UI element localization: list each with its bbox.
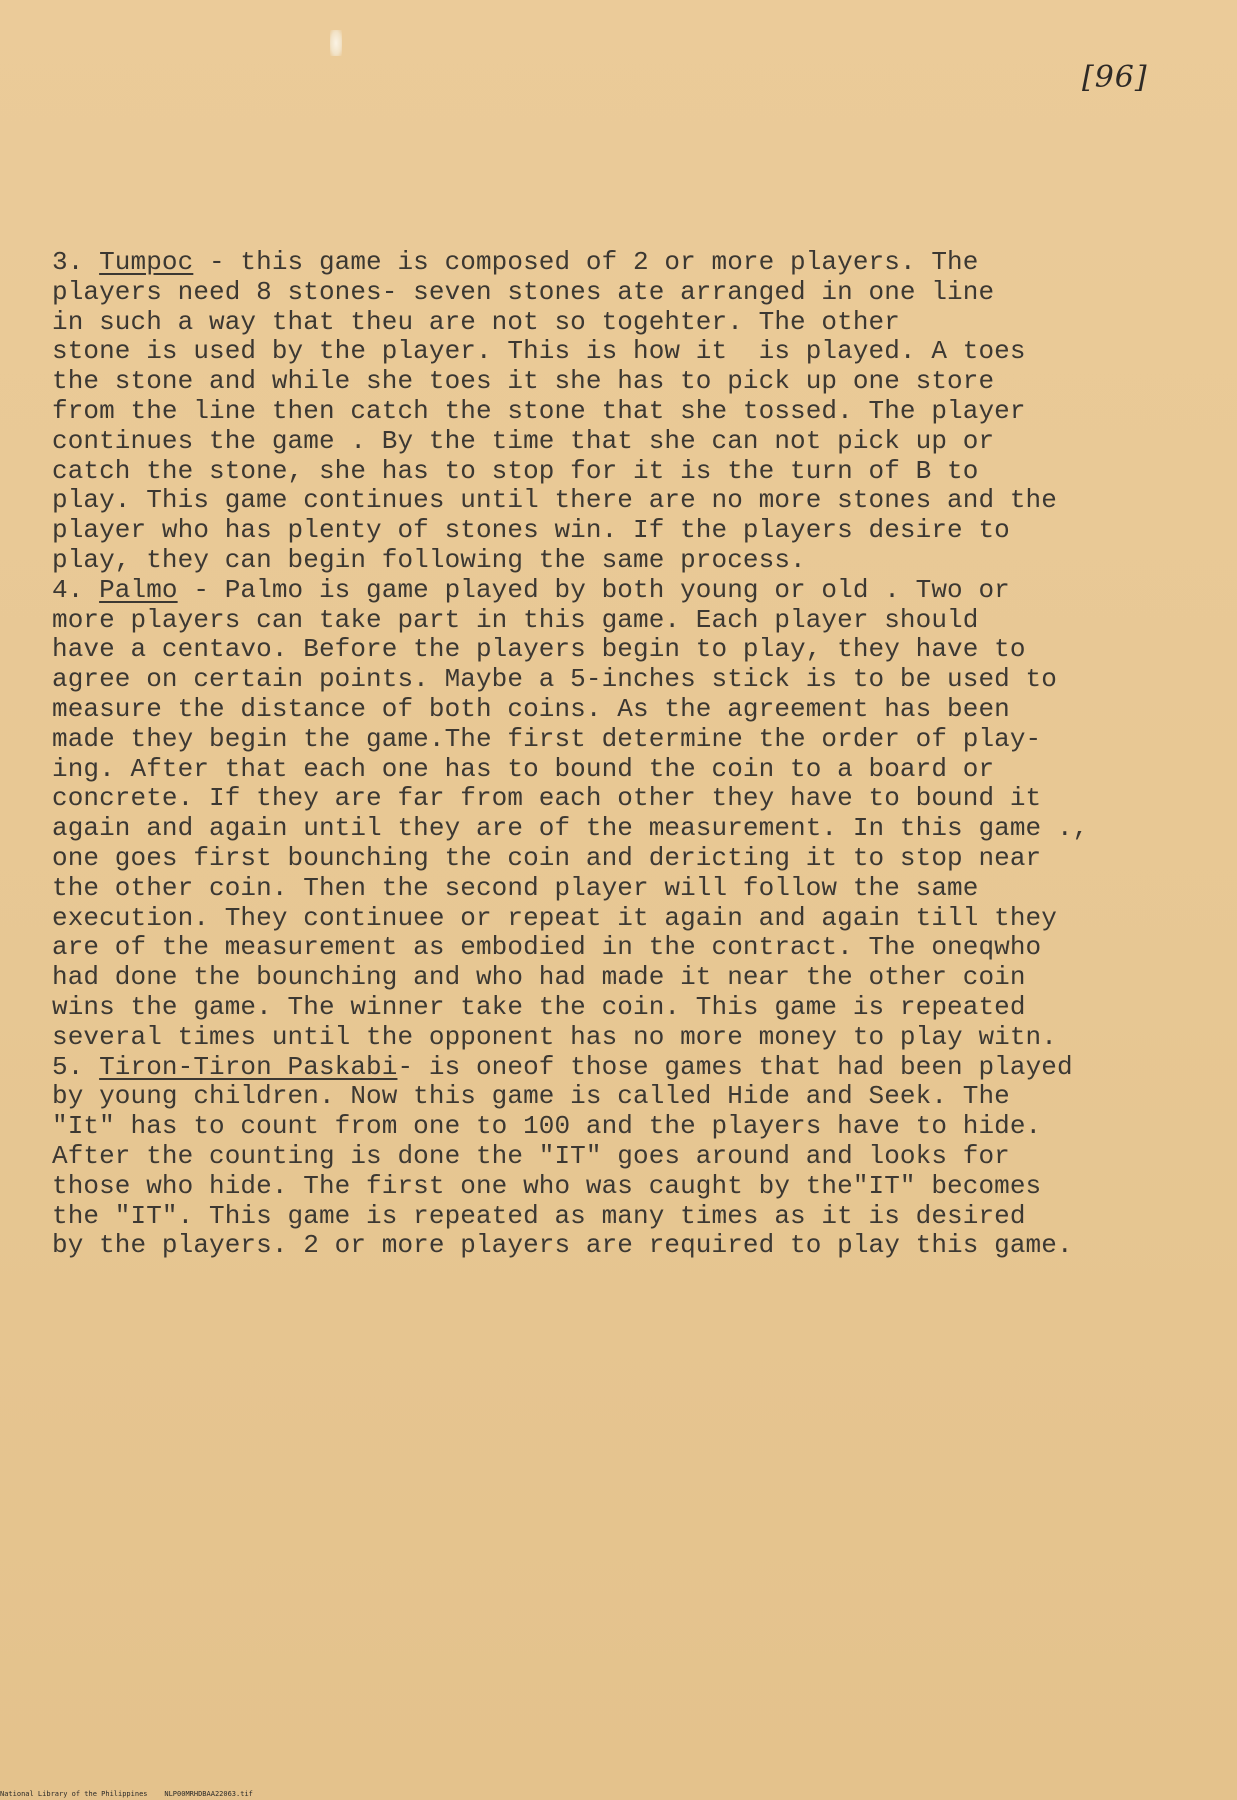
text-line	[52, 1142, 1232, 1172]
line-text: stone is used by the player. This is how it is played. A toes	[52, 336, 1026, 367]
text-line	[52, 1202, 1232, 1232]
line-text: ing. After that each one has to bound the coin to a board or	[52, 753, 995, 784]
text-line	[52, 1172, 1232, 1202]
line-text: the "IT". This game is repeated as many times as it is desired	[52, 1200, 1026, 1231]
line-text: execution. They continuee or repeat it again and again till they	[52, 902, 1057, 933]
text-line	[52, 874, 1232, 904]
text-line	[52, 308, 1232, 338]
text-line	[52, 1112, 1232, 1142]
line-text: by the players. 2 or more players are required to play this game.	[52, 1230, 1073, 1261]
text-line	[52, 516, 1232, 546]
line-text: wins the game. The winner take the coin. This game is repeated	[52, 991, 1026, 1022]
item-number: 5.	[52, 1051, 84, 1082]
text-line	[52, 844, 1232, 874]
text-line	[52, 1023, 1232, 1053]
line-text: the other coin. Then the second player will follow the same	[52, 872, 979, 903]
line-text: have a centavo. Before the players begin to play, they have to	[52, 634, 1026, 665]
line-text: in such a way that theu are not so togehter. The other	[52, 306, 900, 337]
text-line	[52, 278, 1232, 308]
text-line	[52, 784, 1232, 814]
line-text: agree on certain points. Maybe a 5-inches stick is to be used to	[52, 664, 1057, 695]
game-title: Palmo	[99, 574, 178, 605]
text-line	[52, 546, 1232, 576]
text-line	[52, 606, 1232, 636]
text-line	[52, 248, 1232, 278]
typed-text-body	[52, 248, 1232, 1261]
text-line	[52, 1053, 1232, 1083]
text-line	[52, 367, 1232, 397]
text-line	[52, 1231, 1232, 1261]
line-text: from the line then catch the stone that she tossed. The player	[52, 395, 1026, 426]
text-line	[52, 427, 1232, 457]
footer-library: National Library of the Philippines	[0, 1790, 148, 1798]
text-line	[52, 963, 1232, 993]
line-text: the stone and while she toes it she has to pick up one store	[52, 366, 995, 397]
text-line	[52, 486, 1232, 516]
text-line	[52, 635, 1232, 665]
line-text: one goes first bounching the coin and dericting it to stop near	[52, 842, 1042, 873]
line-text: measure the distance of both coins. As the agreement has been	[52, 693, 1010, 724]
text-line	[52, 695, 1232, 725]
line-text: - Palmo is game played by both young or old . Two or	[177, 574, 1010, 605]
line-text: more players can take part in this game. Each player should	[52, 604, 979, 635]
text-line	[52, 337, 1232, 367]
text-line	[52, 993, 1232, 1023]
line-text: play. This game continues until there are no more stones and the	[52, 485, 1057, 516]
text-line	[52, 755, 1232, 785]
line-text: are of the measurement as embodied in the contract. The oneqwho	[52, 932, 1042, 963]
line-text: those who hide. The first one who was caught by the"IT" becomes	[52, 1170, 1042, 1201]
text-line	[52, 1082, 1232, 1112]
line-text: concrete. If they are far from each other they have to bound it	[52, 783, 1042, 814]
page-number: [96]	[1082, 60, 1148, 95]
footer-caption	[0, 1790, 253, 1798]
text-line	[52, 933, 1232, 963]
line-text: - is oneof those games that had been played	[397, 1051, 1073, 1082]
footer-filename: NLP00MRHDBAA22063.tif	[164, 1790, 253, 1798]
line-text: by young children. Now this game is called Hide and Seek. The	[52, 1081, 1010, 1112]
text-line	[52, 725, 1232, 755]
line-text: continues the game . By the time that she can not pick up or	[52, 425, 995, 456]
text-line	[52, 457, 1232, 487]
paper-blemish	[330, 30, 342, 56]
text-line	[52, 576, 1232, 606]
item-number: 3.	[52, 247, 84, 277]
game-title: Tumpoc	[99, 247, 194, 277]
line-text: had done the bounching and who had made it near the other coin	[52, 962, 1026, 993]
line-text: catch the stone, she has to stop for it is the turn of B to	[52, 455, 979, 486]
line-text: play, they can begin following the same process.	[52, 544, 806, 575]
line-text: - this game is composed of 2 or more players. The	[193, 247, 979, 277]
line-text: player who has plenty of stones win. If the players desire to	[52, 515, 1010, 546]
line-text: After the counting is done the "IT" goes around and looks for	[52, 1140, 1010, 1171]
line-text: several times until the opponent has no more money to play witn.	[52, 1021, 1057, 1052]
item-number: 4.	[52, 574, 84, 605]
text-line	[52, 814, 1232, 844]
text-line	[52, 665, 1232, 695]
text-line	[52, 904, 1232, 934]
line-text: players need 8 stones- seven stones ate arranged in one line	[52, 276, 995, 307]
line-text: again and again until they are of the measurement. In this game .,	[52, 813, 1089, 844]
text-line	[52, 397, 1232, 427]
line-text: "It" has to count from one to 100 and the players have to hide.	[52, 1111, 1042, 1142]
line-text: made they begin the game.The first determine the order of play-	[52, 723, 1042, 754]
game-title: Tiron-Tiron Paskabi	[99, 1051, 398, 1082]
